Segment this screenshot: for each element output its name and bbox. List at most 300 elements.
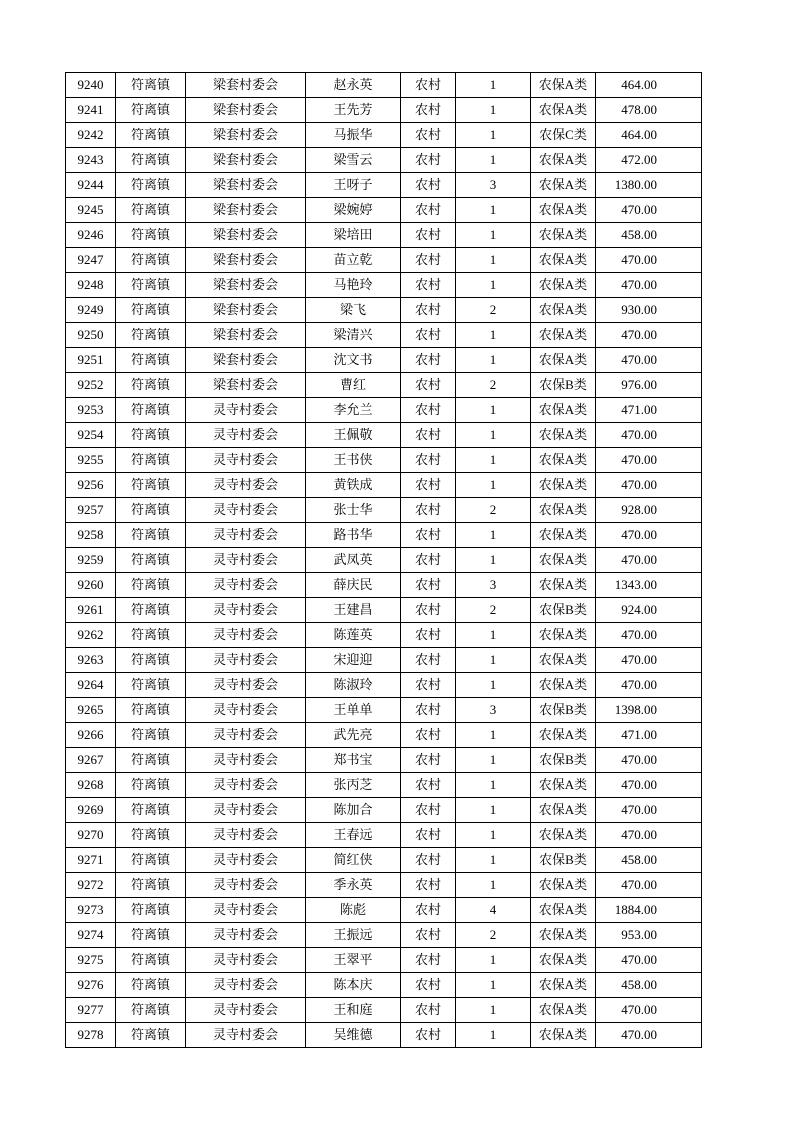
cell-amount: 470.00 bbox=[596, 273, 702, 298]
cell-count: 1 bbox=[456, 423, 531, 448]
cell-person-name: 王佩敬 bbox=[306, 423, 401, 448]
cell-serial: 9274 bbox=[66, 923, 116, 948]
cell-amount: 1884.00 bbox=[596, 898, 702, 923]
cell-village: 梁套村委会 bbox=[186, 273, 306, 298]
cell-amount: 458.00 bbox=[596, 223, 702, 248]
cell-insurance-category: 农保A类 bbox=[531, 798, 596, 823]
cell-count: 1 bbox=[456, 998, 531, 1023]
cell-household-type: 农村 bbox=[401, 123, 456, 148]
cell-village: 灵寺村委会 bbox=[186, 823, 306, 848]
cell-person-name: 赵永英 bbox=[306, 73, 401, 98]
table-row bbox=[66, 123, 702, 148]
cell-insurance-category: 农保A类 bbox=[531, 898, 596, 923]
cell-town: 符离镇 bbox=[116, 748, 186, 773]
table-row bbox=[66, 1023, 702, 1048]
table-row bbox=[66, 498, 702, 523]
cell-household-type: 农村 bbox=[401, 98, 456, 123]
cell-count: 2 bbox=[456, 923, 531, 948]
cell-amount: 470.00 bbox=[596, 523, 702, 548]
cell-person-name: 吴维德 bbox=[306, 1023, 401, 1048]
cell-person-name: 路书华 bbox=[306, 523, 401, 548]
cell-amount: 470.00 bbox=[596, 873, 702, 898]
cell-household-type: 农村 bbox=[401, 548, 456, 573]
cell-person-name: 陈莲英 bbox=[306, 623, 401, 648]
cell-serial: 9269 bbox=[66, 798, 116, 823]
table-row bbox=[66, 873, 702, 898]
cell-town: 符离镇 bbox=[116, 698, 186, 723]
cell-village: 灵寺村委会 bbox=[186, 573, 306, 598]
cell-serial: 9278 bbox=[66, 1023, 116, 1048]
cell-town: 符离镇 bbox=[116, 773, 186, 798]
cell-household-type: 农村 bbox=[401, 573, 456, 598]
cell-serial: 9253 bbox=[66, 398, 116, 423]
cell-amount: 470.00 bbox=[596, 623, 702, 648]
cell-serial: 9258 bbox=[66, 523, 116, 548]
cell-town: 符离镇 bbox=[116, 173, 186, 198]
cell-household-type: 农村 bbox=[401, 273, 456, 298]
cell-household-type: 农村 bbox=[401, 923, 456, 948]
table-row bbox=[66, 748, 702, 773]
cell-serial: 9273 bbox=[66, 898, 116, 923]
cell-insurance-category: 农保A类 bbox=[531, 998, 596, 1023]
cell-count: 1 bbox=[456, 973, 531, 998]
table-row bbox=[66, 348, 702, 373]
cell-serial: 9256 bbox=[66, 473, 116, 498]
cell-amount: 464.00 bbox=[596, 123, 702, 148]
cell-household-type: 农村 bbox=[401, 798, 456, 823]
cell-town: 符离镇 bbox=[116, 223, 186, 248]
cell-amount: 470.00 bbox=[596, 823, 702, 848]
table-body bbox=[66, 73, 702, 1048]
cell-count: 1 bbox=[456, 773, 531, 798]
cell-town: 符离镇 bbox=[116, 373, 186, 398]
cell-household-type: 农村 bbox=[401, 398, 456, 423]
cell-household-type: 农村 bbox=[401, 848, 456, 873]
cell-village: 灵寺村委会 bbox=[186, 523, 306, 548]
cell-count: 1 bbox=[456, 448, 531, 473]
cell-household-type: 农村 bbox=[401, 623, 456, 648]
cell-amount: 470.00 bbox=[596, 998, 702, 1023]
table-row bbox=[66, 698, 702, 723]
table-row bbox=[66, 673, 702, 698]
cell-count: 1 bbox=[456, 748, 531, 773]
cell-insurance-category: 农保A类 bbox=[531, 873, 596, 898]
table-row bbox=[66, 173, 702, 198]
cell-count: 1 bbox=[456, 98, 531, 123]
cell-household-type: 农村 bbox=[401, 898, 456, 923]
cell-serial: 9267 bbox=[66, 748, 116, 773]
cell-person-name: 简红侠 bbox=[306, 848, 401, 873]
cell-person-name: 陈加合 bbox=[306, 798, 401, 823]
cell-count: 3 bbox=[456, 698, 531, 723]
cell-person-name: 梁清兴 bbox=[306, 323, 401, 348]
table-row bbox=[66, 148, 702, 173]
cell-town: 符离镇 bbox=[116, 623, 186, 648]
cell-serial: 9246 bbox=[66, 223, 116, 248]
cell-serial: 9262 bbox=[66, 623, 116, 648]
cell-insurance-category: 农保A类 bbox=[531, 948, 596, 973]
cell-amount: 930.00 bbox=[596, 298, 702, 323]
cell-count: 3 bbox=[456, 173, 531, 198]
cell-household-type: 农村 bbox=[401, 598, 456, 623]
cell-serial: 9255 bbox=[66, 448, 116, 473]
cell-village: 梁套村委会 bbox=[186, 148, 306, 173]
cell-village: 灵寺村委会 bbox=[186, 998, 306, 1023]
cell-serial: 9259 bbox=[66, 548, 116, 573]
cell-amount: 470.00 bbox=[596, 198, 702, 223]
cell-person-name: 梁雪云 bbox=[306, 148, 401, 173]
cell-town: 符离镇 bbox=[116, 898, 186, 923]
cell-count: 1 bbox=[456, 123, 531, 148]
cell-serial: 9263 bbox=[66, 648, 116, 673]
cell-insurance-category: 农保B类 bbox=[531, 698, 596, 723]
cell-insurance-category: 农保A类 bbox=[531, 173, 596, 198]
cell-amount: 470.00 bbox=[596, 773, 702, 798]
table-row bbox=[66, 298, 702, 323]
table-row bbox=[66, 273, 702, 298]
cell-village: 梁套村委会 bbox=[186, 198, 306, 223]
table-row bbox=[66, 573, 702, 598]
cell-insurance-category: 农保A类 bbox=[531, 823, 596, 848]
cell-person-name: 王翠平 bbox=[306, 948, 401, 973]
cell-person-name: 郑书宝 bbox=[306, 748, 401, 773]
cell-amount: 464.00 bbox=[596, 73, 702, 98]
cell-serial: 9268 bbox=[66, 773, 116, 798]
cell-amount: 928.00 bbox=[596, 498, 702, 523]
cell-person-name: 马艳玲 bbox=[306, 273, 401, 298]
cell-person-name: 王呀子 bbox=[306, 173, 401, 198]
cell-serial: 9276 bbox=[66, 973, 116, 998]
cell-town: 符离镇 bbox=[116, 723, 186, 748]
cell-village: 灵寺村委会 bbox=[186, 923, 306, 948]
cell-count: 3 bbox=[456, 573, 531, 598]
cell-amount: 470.00 bbox=[596, 423, 702, 448]
cell-village: 灵寺村委会 bbox=[186, 798, 306, 823]
cell-serial: 9257 bbox=[66, 498, 116, 523]
cell-count: 1 bbox=[456, 348, 531, 373]
cell-village: 梁套村委会 bbox=[186, 348, 306, 373]
cell-amount: 470.00 bbox=[596, 348, 702, 373]
cell-count: 1 bbox=[456, 873, 531, 898]
cell-town: 符离镇 bbox=[116, 673, 186, 698]
cell-village: 梁套村委会 bbox=[186, 73, 306, 98]
table-row bbox=[66, 798, 702, 823]
cell-village: 灵寺村委会 bbox=[186, 473, 306, 498]
cell-household-type: 农村 bbox=[401, 448, 456, 473]
cell-village: 灵寺村委会 bbox=[186, 648, 306, 673]
cell-count: 1 bbox=[456, 723, 531, 748]
cell-person-name: 苗立乾 bbox=[306, 248, 401, 273]
cell-person-name: 马振华 bbox=[306, 123, 401, 148]
cell-person-name: 王建昌 bbox=[306, 598, 401, 623]
cell-village: 梁套村委会 bbox=[186, 173, 306, 198]
table-row bbox=[66, 98, 702, 123]
cell-count: 1 bbox=[456, 198, 531, 223]
cell-insurance-category: 农保A类 bbox=[531, 348, 596, 373]
cell-amount: 976.00 bbox=[596, 373, 702, 398]
cell-household-type: 农村 bbox=[401, 748, 456, 773]
cell-town: 符离镇 bbox=[116, 298, 186, 323]
cell-insurance-category: 农保A类 bbox=[531, 573, 596, 598]
cell-count: 1 bbox=[456, 323, 531, 348]
cell-insurance-category: 农保B类 bbox=[531, 748, 596, 773]
cell-household-type: 农村 bbox=[401, 773, 456, 798]
cell-village: 灵寺村委会 bbox=[186, 673, 306, 698]
cell-household-type: 农村 bbox=[401, 248, 456, 273]
cell-count: 1 bbox=[456, 673, 531, 698]
cell-person-name: 王书侠 bbox=[306, 448, 401, 473]
cell-town: 符离镇 bbox=[116, 1023, 186, 1048]
cell-insurance-category: 农保B类 bbox=[531, 373, 596, 398]
table-row bbox=[66, 473, 702, 498]
cell-household-type: 农村 bbox=[401, 198, 456, 223]
cell-town: 符离镇 bbox=[116, 123, 186, 148]
cell-count: 1 bbox=[456, 948, 531, 973]
table-row bbox=[66, 823, 702, 848]
cell-count: 1 bbox=[456, 273, 531, 298]
cell-person-name: 武先亮 bbox=[306, 723, 401, 748]
cell-town: 符离镇 bbox=[116, 423, 186, 448]
cell-household-type: 农村 bbox=[401, 348, 456, 373]
cell-village: 梁套村委会 bbox=[186, 123, 306, 148]
cell-person-name: 梁婉婷 bbox=[306, 198, 401, 223]
cell-village: 灵寺村委会 bbox=[186, 773, 306, 798]
cell-household-type: 农村 bbox=[401, 473, 456, 498]
table-row bbox=[66, 598, 702, 623]
cell-town: 符离镇 bbox=[116, 948, 186, 973]
cell-household-type: 农村 bbox=[401, 298, 456, 323]
cell-person-name: 梁飞 bbox=[306, 298, 401, 323]
cell-amount: 471.00 bbox=[596, 398, 702, 423]
document-page bbox=[65, 72, 702, 1048]
cell-household-type: 农村 bbox=[401, 1023, 456, 1048]
cell-person-name: 黄铁成 bbox=[306, 473, 401, 498]
cell-amount: 470.00 bbox=[596, 1023, 702, 1048]
cell-town: 符离镇 bbox=[116, 348, 186, 373]
cell-amount: 470.00 bbox=[596, 948, 702, 973]
cell-insurance-category: 农保A类 bbox=[531, 223, 596, 248]
table-row bbox=[66, 723, 702, 748]
cell-serial: 9271 bbox=[66, 848, 116, 873]
cell-town: 符离镇 bbox=[116, 73, 186, 98]
cell-household-type: 农村 bbox=[401, 523, 456, 548]
cell-person-name: 沈文书 bbox=[306, 348, 401, 373]
cell-town: 符离镇 bbox=[116, 448, 186, 473]
table-row bbox=[66, 248, 702, 273]
cell-household-type: 农村 bbox=[401, 998, 456, 1023]
cell-town: 符离镇 bbox=[116, 473, 186, 498]
cell-village: 灵寺村委会 bbox=[186, 448, 306, 473]
cell-household-type: 农村 bbox=[401, 873, 456, 898]
cell-amount: 458.00 bbox=[596, 973, 702, 998]
cell-serial: 9248 bbox=[66, 273, 116, 298]
cell-town: 符离镇 bbox=[116, 848, 186, 873]
cell-person-name: 季永英 bbox=[306, 873, 401, 898]
cell-village: 灵寺村委会 bbox=[186, 973, 306, 998]
cell-amount: 1343.00 bbox=[596, 573, 702, 598]
cell-amount: 1380.00 bbox=[596, 173, 702, 198]
cell-insurance-category: 农保B类 bbox=[531, 598, 596, 623]
cell-household-type: 农村 bbox=[401, 173, 456, 198]
cell-person-name: 梁培田 bbox=[306, 223, 401, 248]
cell-serial: 9264 bbox=[66, 673, 116, 698]
cell-village: 梁套村委会 bbox=[186, 248, 306, 273]
cell-insurance-category: 农保A类 bbox=[531, 273, 596, 298]
cell-town: 符离镇 bbox=[116, 398, 186, 423]
cell-amount: 472.00 bbox=[596, 148, 702, 173]
table-row bbox=[66, 998, 702, 1023]
cell-person-name: 陈本庆 bbox=[306, 973, 401, 998]
cell-serial: 9270 bbox=[66, 823, 116, 848]
cell-person-name: 李允兰 bbox=[306, 398, 401, 423]
cell-household-type: 农村 bbox=[401, 673, 456, 698]
table-row bbox=[66, 373, 702, 398]
cell-count: 1 bbox=[456, 473, 531, 498]
cell-village: 灵寺村委会 bbox=[186, 848, 306, 873]
cell-household-type: 农村 bbox=[401, 698, 456, 723]
cell-person-name: 薛庆民 bbox=[306, 573, 401, 598]
cell-town: 符离镇 bbox=[116, 973, 186, 998]
cell-village: 灵寺村委会 bbox=[186, 1023, 306, 1048]
cell-serial: 9254 bbox=[66, 423, 116, 448]
table-row bbox=[66, 923, 702, 948]
cell-serial: 9244 bbox=[66, 173, 116, 198]
cell-village: 灵寺村委会 bbox=[186, 748, 306, 773]
cell-household-type: 农村 bbox=[401, 948, 456, 973]
table-row bbox=[66, 523, 702, 548]
cell-town: 符离镇 bbox=[116, 923, 186, 948]
cell-serial: 9249 bbox=[66, 298, 116, 323]
cell-count: 1 bbox=[456, 548, 531, 573]
cell-insurance-category: 农保A类 bbox=[531, 98, 596, 123]
cell-village: 灵寺村委会 bbox=[186, 948, 306, 973]
cell-village: 梁套村委会 bbox=[186, 323, 306, 348]
cell-count: 1 bbox=[456, 1023, 531, 1048]
cell-town: 符离镇 bbox=[116, 498, 186, 523]
table-row bbox=[66, 773, 702, 798]
cell-household-type: 农村 bbox=[401, 223, 456, 248]
cell-person-name: 曹红 bbox=[306, 373, 401, 398]
cell-count: 2 bbox=[456, 373, 531, 398]
cell-count: 1 bbox=[456, 823, 531, 848]
cell-town: 符离镇 bbox=[116, 823, 186, 848]
cell-insurance-category: 农保A类 bbox=[531, 423, 596, 448]
cell-insurance-category: 农保B类 bbox=[531, 848, 596, 873]
cell-person-name: 王春远 bbox=[306, 823, 401, 848]
table-row bbox=[66, 398, 702, 423]
cell-village: 梁套村委会 bbox=[186, 373, 306, 398]
cell-insurance-category: 农保A类 bbox=[531, 623, 596, 648]
cell-count: 1 bbox=[456, 848, 531, 873]
cell-insurance-category: 农保A类 bbox=[531, 248, 596, 273]
cell-person-name: 张士华 bbox=[306, 498, 401, 523]
cell-household-type: 农村 bbox=[401, 723, 456, 748]
cell-serial: 9245 bbox=[66, 198, 116, 223]
cell-amount: 471.00 bbox=[596, 723, 702, 748]
cell-amount: 470.00 bbox=[596, 248, 702, 273]
cell-village: 灵寺村委会 bbox=[186, 623, 306, 648]
cell-count: 2 bbox=[456, 498, 531, 523]
table-row bbox=[66, 548, 702, 573]
cell-count: 1 bbox=[456, 223, 531, 248]
cell-serial: 9252 bbox=[66, 373, 116, 398]
cell-count: 4 bbox=[456, 898, 531, 923]
cell-town: 符离镇 bbox=[116, 548, 186, 573]
table-row bbox=[66, 848, 702, 873]
cell-serial: 9275 bbox=[66, 948, 116, 973]
cell-amount: 924.00 bbox=[596, 598, 702, 623]
cell-household-type: 农村 bbox=[401, 73, 456, 98]
cell-insurance-category: 农保A类 bbox=[531, 648, 596, 673]
cell-town: 符离镇 bbox=[116, 98, 186, 123]
cell-serial: 9240 bbox=[66, 73, 116, 98]
benefits-table bbox=[65, 72, 702, 1048]
cell-serial: 9265 bbox=[66, 698, 116, 723]
cell-serial: 9266 bbox=[66, 723, 116, 748]
cell-serial: 9250 bbox=[66, 323, 116, 348]
cell-amount: 470.00 bbox=[596, 673, 702, 698]
cell-person-name: 王振远 bbox=[306, 923, 401, 948]
cell-insurance-category: 农保A类 bbox=[531, 523, 596, 548]
cell-village: 灵寺村委会 bbox=[186, 423, 306, 448]
cell-count: 1 bbox=[456, 73, 531, 98]
cell-count: 1 bbox=[456, 798, 531, 823]
cell-household-type: 农村 bbox=[401, 423, 456, 448]
cell-town: 符离镇 bbox=[116, 523, 186, 548]
cell-household-type: 农村 bbox=[401, 148, 456, 173]
cell-town: 符离镇 bbox=[116, 998, 186, 1023]
cell-insurance-category: 农保A类 bbox=[531, 548, 596, 573]
cell-serial: 9272 bbox=[66, 873, 116, 898]
cell-town: 符离镇 bbox=[116, 648, 186, 673]
cell-town: 符离镇 bbox=[116, 573, 186, 598]
table-row bbox=[66, 623, 702, 648]
cell-serial: 9261 bbox=[66, 598, 116, 623]
cell-insurance-category: 农保A类 bbox=[531, 923, 596, 948]
cell-insurance-category: 农保A类 bbox=[531, 198, 596, 223]
cell-insurance-category: 农保A类 bbox=[531, 148, 596, 173]
cell-village: 灵寺村委会 bbox=[186, 698, 306, 723]
table-row bbox=[66, 323, 702, 348]
cell-insurance-category: 农保A类 bbox=[531, 398, 596, 423]
cell-insurance-category: 农保A类 bbox=[531, 973, 596, 998]
table-row bbox=[66, 948, 702, 973]
cell-person-name: 宋迎迎 bbox=[306, 648, 401, 673]
cell-town: 符离镇 bbox=[116, 873, 186, 898]
cell-amount: 470.00 bbox=[596, 323, 702, 348]
table-row bbox=[66, 73, 702, 98]
cell-town: 符离镇 bbox=[116, 323, 186, 348]
cell-amount: 470.00 bbox=[596, 473, 702, 498]
cell-household-type: 农村 bbox=[401, 323, 456, 348]
cell-insurance-category: 农保A类 bbox=[531, 473, 596, 498]
cell-count: 2 bbox=[456, 598, 531, 623]
cell-household-type: 农村 bbox=[401, 648, 456, 673]
cell-village: 梁套村委会 bbox=[186, 98, 306, 123]
cell-serial: 9247 bbox=[66, 248, 116, 273]
cell-household-type: 农村 bbox=[401, 823, 456, 848]
cell-person-name: 武凤英 bbox=[306, 548, 401, 573]
cell-village: 灵寺村委会 bbox=[186, 898, 306, 923]
cell-count: 2 bbox=[456, 298, 531, 323]
cell-insurance-category: 农保A类 bbox=[531, 298, 596, 323]
cell-village: 灵寺村委会 bbox=[186, 398, 306, 423]
cell-insurance-category: 农保A类 bbox=[531, 73, 596, 98]
cell-amount: 458.00 bbox=[596, 848, 702, 873]
cell-serial: 9241 bbox=[66, 98, 116, 123]
cell-town: 符离镇 bbox=[116, 798, 186, 823]
cell-amount: 1398.00 bbox=[596, 698, 702, 723]
